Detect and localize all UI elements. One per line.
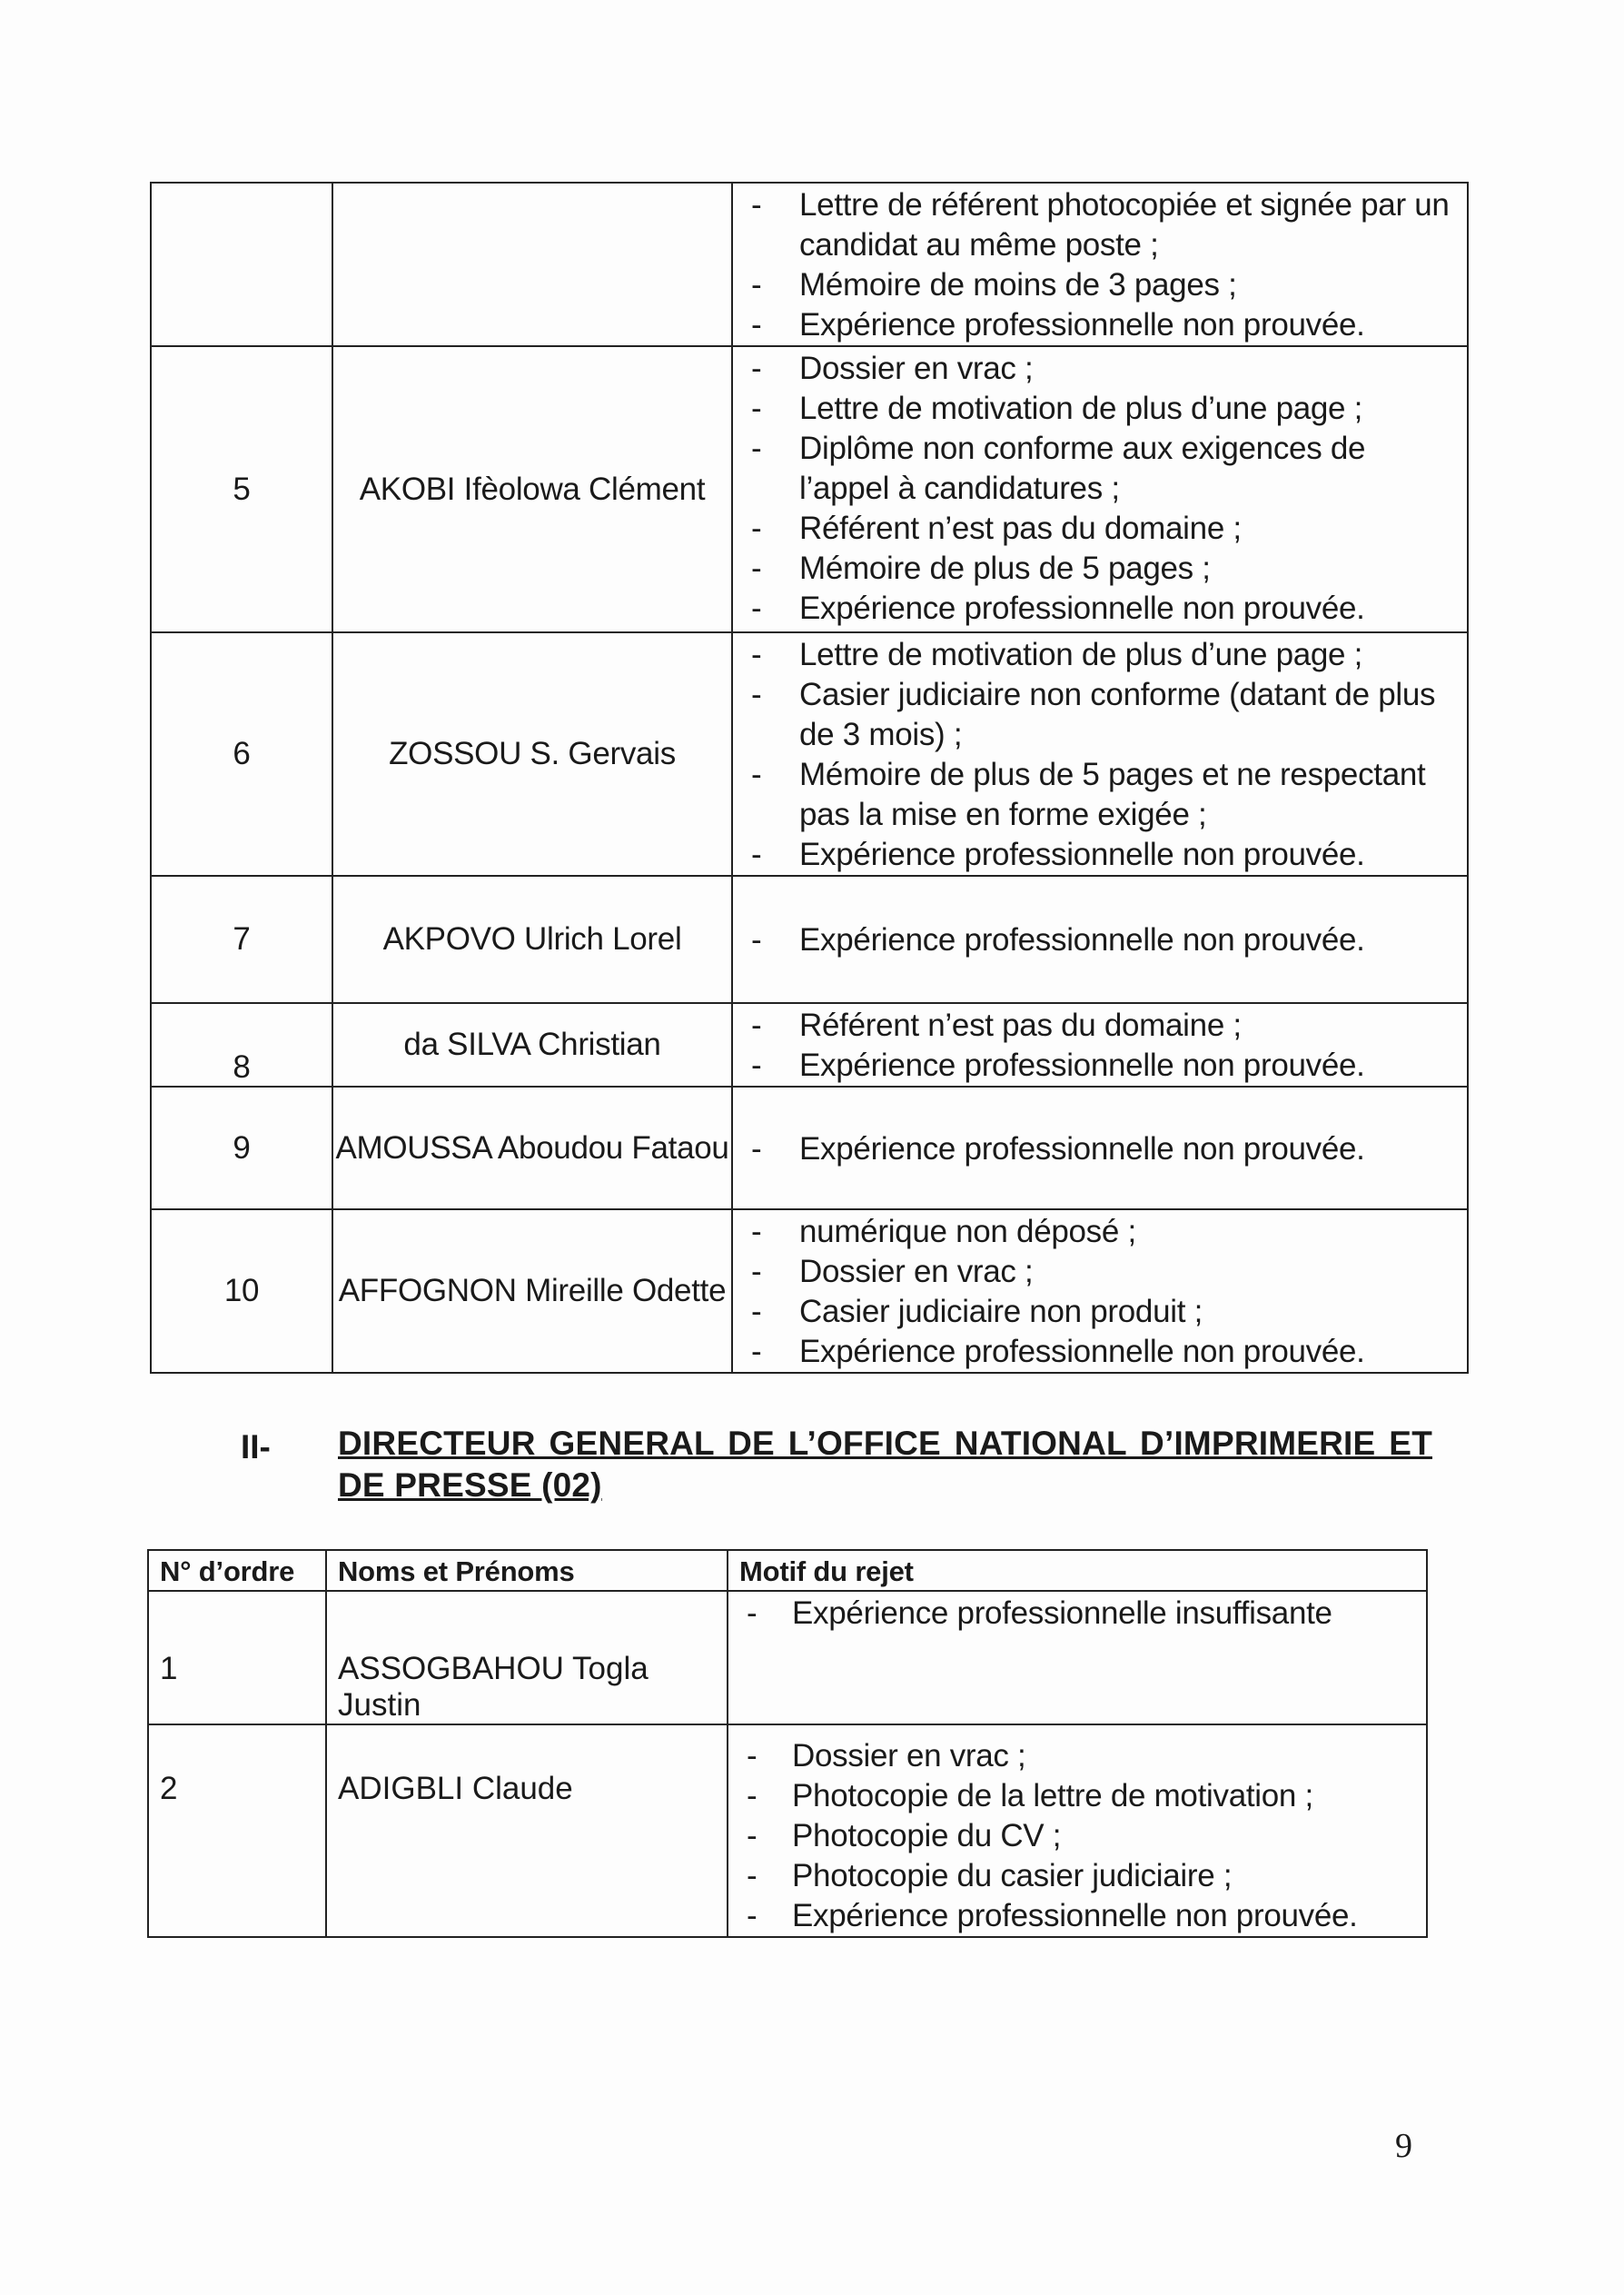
reason-item: - Expérience professionnelle non prouvée.: [733, 1129, 1456, 1169]
candidate-name: [332, 183, 732, 346]
rejection-reasons: [728, 1724, 1427, 1937]
rejection-reasons: [732, 346, 1468, 632]
reason-item: - Expérience professionnelle non prouvée.: [728, 1896, 1415, 1936]
reason-item: - Référent n’est pas du domaine ;: [733, 509, 1456, 549]
reason-item: - Casier judiciaire non produit ;: [733, 1292, 1456, 1332]
order-number: 9: [151, 1087, 332, 1209]
column-header-order: N° d’ordre: [148, 1550, 326, 1591]
page-number: 9: [1395, 2127, 1412, 2165]
column-header-reason: Motif du rejet: [728, 1550, 1427, 1591]
table-row: [151, 346, 1468, 632]
order-number: 10: [151, 1209, 332, 1373]
reason-item: - Dossier en vrac ;: [733, 349, 1456, 389]
column-header-name: Noms et Prénoms: [326, 1550, 728, 1591]
order-number: [151, 183, 332, 346]
candidate-name: AMOUSSA Aboudou Fataou: [332, 1087, 732, 1209]
reason-item: - Lettre de motivation de plus d’une page ;: [733, 389, 1456, 429]
reason-item: - Expérience professionnelle non prouvée.: [733, 305, 1456, 345]
table-row: [148, 1724, 1427, 1937]
reason-item: - Expérience professionnelle insuffisante: [728, 1594, 1415, 1634]
reason-item: - Mémoire de plus de 5 pages et ne respectant pas la mise en forme exigée ;: [733, 755, 1456, 835]
reason-item: - Expérience professionnelle non prouvée.: [733, 1332, 1456, 1372]
order-number: 6: [151, 632, 332, 876]
table-header-row: [148, 1550, 1427, 1591]
candidate-name: AKOBI Ifèolowa Clément: [332, 346, 732, 632]
candidate-name: ASSOGBAHOU Togla Justin: [326, 1591, 728, 1724]
reason-item: - Photocopie du CV ;: [728, 1816, 1415, 1856]
reason-item: - Lettre de motivation de plus d’une page ;: [733, 635, 1456, 675]
order-number: 8: [151, 1003, 332, 1087]
table-row: [151, 632, 1468, 876]
order-number: 5: [151, 346, 332, 632]
reason-item: - Dossier en vrac ;: [733, 1252, 1456, 1292]
table-row: [151, 1087, 1468, 1209]
reason-item: - Photocopie du casier judiciaire ;: [728, 1856, 1415, 1896]
reason-item: - Lettre de référent photocopiée et signée par un candidat au même poste ;: [733, 185, 1456, 265]
rejection-reasons: [728, 1591, 1427, 1724]
order-number: 1: [148, 1591, 326, 1724]
candidate-name: AFFOGNON Mireille Odette: [332, 1209, 732, 1373]
candidate-name: ADIGBLI Claude: [326, 1724, 728, 1937]
section-number: II-: [241, 1428, 271, 1465]
rejection-reasons: [732, 1003, 1468, 1087]
rejection-reasons: [732, 876, 1468, 1003]
candidate-name: ZOSSOU S. Gervais: [332, 632, 732, 876]
reason-item: - Expérience professionnelle non prouvée.: [733, 589, 1456, 629]
reason-item: - Diplôme non conforme aux exigences de l’appel à candidatures ;: [733, 429, 1456, 509]
reason-item: - Référent n’est pas du domaine ;: [733, 1006, 1456, 1046]
candidate-name: da SILVA Christian: [332, 1003, 732, 1087]
reason-item: - Expérience professionnelle non prouvée.: [733, 835, 1456, 875]
order-number: 2: [148, 1724, 326, 1937]
reason-item: - Photocopie de la lettre de motivation ;: [728, 1776, 1415, 1816]
reason-item: - numérique non déposé ;: [733, 1212, 1456, 1252]
reason-item: - Mémoire de plus de 5 pages ;: [733, 549, 1456, 589]
section-title: DIRECTEUR GENERAL DE L’OFFICE NATIONAL D’IMPRIMERIE ET DE PRESSE (02): [338, 1425, 1432, 1504]
table-row: [151, 1209, 1468, 1373]
rejection-reasons: [732, 632, 1468, 876]
rejected-candidates-table-continued: [150, 182, 1469, 1374]
table-row: [148, 1591, 1427, 1724]
rejection-reasons: [732, 1209, 1468, 1373]
table-row: [151, 1003, 1468, 1087]
rejection-reasons: [732, 1087, 1468, 1209]
reason-item: - Dossier en vrac ;: [728, 1736, 1415, 1776]
rejection-reasons: [732, 183, 1468, 346]
table-row: [151, 876, 1468, 1003]
reason-item: - Expérience professionnelle non prouvée.: [733, 920, 1456, 960]
reason-item: - Mémoire de moins de 3 pages ;: [733, 265, 1456, 305]
rejected-candidates-table-onip: [147, 1549, 1428, 1938]
table-row: [151, 183, 1468, 346]
reason-item: - Expérience professionnelle non prouvée.: [733, 1046, 1456, 1086]
order-number: 7: [151, 876, 332, 1003]
reason-item: - Casier judiciaire non conforme (datant de plus de 3 mois) ;: [733, 675, 1456, 755]
candidate-name: AKPOVO Ulrich Lorel: [332, 876, 732, 1003]
